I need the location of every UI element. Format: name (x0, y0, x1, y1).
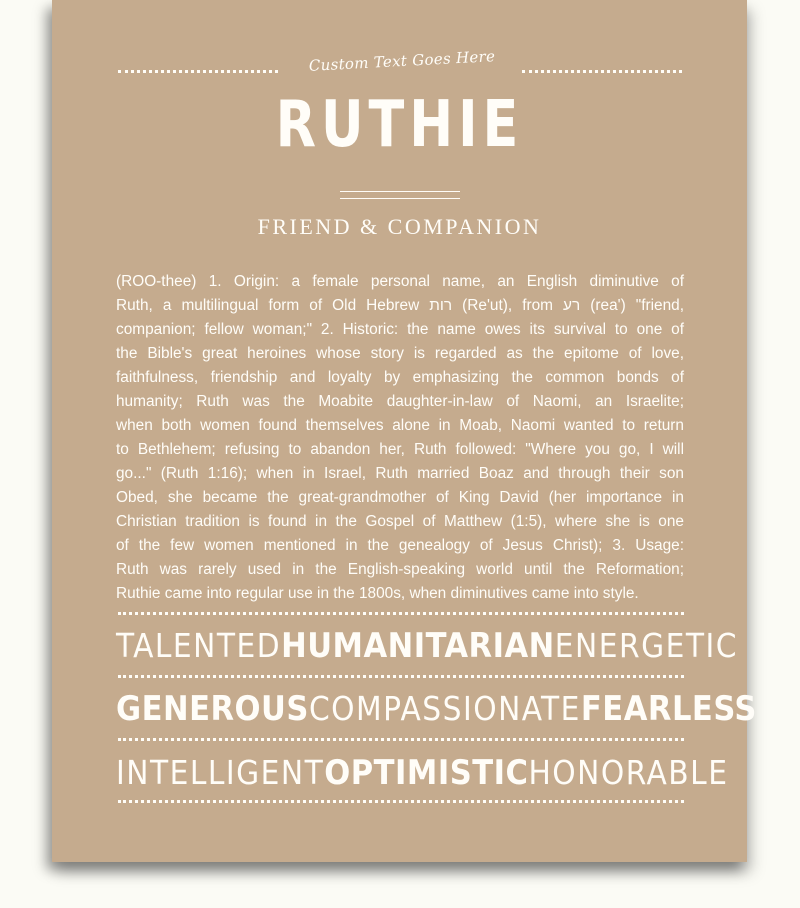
custom-text: Custom Text Goes Here (308, 47, 496, 75)
traits-divider-2 (118, 738, 684, 741)
trait-word: INTELLIGENT (116, 753, 325, 792)
description-line: Ruthie came into regular use in the 1800s, when diminutives came into style. (116, 585, 639, 602)
description-line: Ruth, a multilingual form of Old Hebrew רות (Re'ut), from רע (rea') "friend, (116, 297, 684, 314)
description-line: faithfulness, friendship and loyalty by emphasizing the common bonds of (116, 369, 684, 386)
traits-row-3 (116, 753, 729, 793)
name-poster (52, 0, 757, 862)
description-line: companion; fellow woman;" 2. Historic: the name owes its survival to one of (116, 321, 684, 338)
traits-row-1 (116, 626, 738, 666)
trait-word: ENERGETIC (554, 626, 738, 665)
description-line: of the few women mentioned in the genealogy of Jesus Christ); 3. Usage: (116, 537, 684, 554)
trait-word: HONORABLE (528, 753, 729, 792)
top-left-dotted-rule (118, 70, 278, 73)
description-line: when both women found themselves alone in Moab, Naomi wanted to return (116, 417, 684, 434)
trait-word: HUMANITARIAN (281, 626, 555, 666)
traits-top-dotted-rule (118, 612, 684, 615)
trait-word: COMPASSIONATE (308, 689, 581, 728)
description-line: humanity; Ruth was the Moabite daughter-in-law of Naomi, an Israelite; (116, 393, 684, 410)
description-line: (ROO-thee) 1. Origin: a female personal name, an English diminutive of (116, 273, 684, 290)
description-line: Ruth was rarely used in the English-speaking world until the Reformation; (116, 561, 684, 578)
title-underline-1 (340, 191, 460, 192)
trait-word: OPTIMISTIC (324, 753, 529, 793)
top-right-dotted-rule (522, 70, 682, 73)
traits-divider-1 (118, 675, 684, 678)
description-line: Christian tradition is found in the Gospel of Matthew (1:5), where she is one (116, 513, 684, 530)
trait-word: TALENTED (116, 626, 282, 665)
title-underline-2 (340, 198, 460, 199)
description-line: go..." (Ruth 1:16); when in Israel, Ruth married Boaz and through their son (116, 465, 684, 482)
name-meaning: FRIEND & COMPANION (257, 214, 542, 239)
description-line: to Bethlehem; refusing to abandon her, Ruth followed: "Where you go, I will (116, 441, 684, 458)
trait-word: FEARLESS (580, 689, 757, 729)
name-title: RUTHIE (275, 88, 524, 162)
description-line: the Bible's great heroines whose story is regarded as the epitome of love, (116, 345, 684, 362)
traits-row-2 (116, 689, 757, 729)
trait-word: GENEROUS (116, 689, 309, 729)
description-line: Obed, she became the great-grandmother of King David (her importance in (116, 489, 684, 506)
name-description (116, 270, 684, 606)
traits-bottom-dotted-rule (118, 800, 684, 803)
